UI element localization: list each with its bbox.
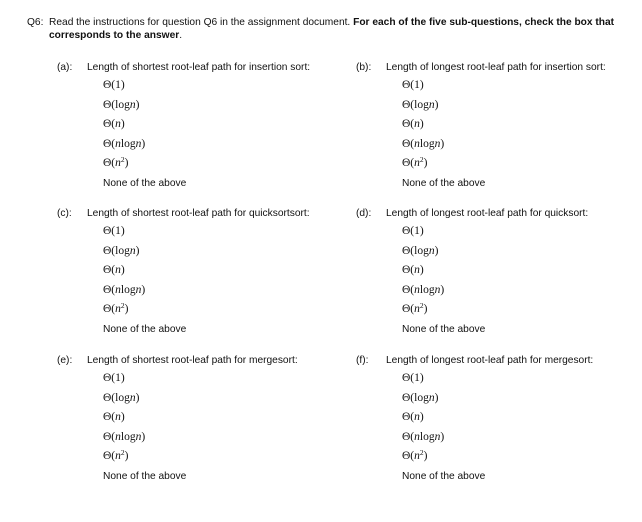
- option-theta-log-n[interactable]: Θ(logn): [103, 244, 140, 257]
- option-theta-n[interactable]: Θ(n): [402, 264, 424, 276]
- answer-options: [103, 78, 186, 195]
- option-theta-n-squared[interactable]: $\Theta(n^2)$: [103, 301, 129, 315]
- option-none-of-the-above[interactable]: None of the above: [103, 177, 187, 189]
- option-theta-n-log-n[interactable]: Θ(nlogn): [402, 137, 445, 150]
- option-theta-n-log-n[interactable]: Θ(nlogn): [103, 137, 146, 150]
- option-theta-n[interactable]: Θ(n): [103, 264, 125, 276]
- option-theta-log-n[interactable]: Θ(logn): [402, 98, 439, 111]
- option-theta-n-squared[interactable]: $\Theta(n^2)$: [402, 301, 428, 315]
- option-none-of-the-above[interactable]: None of the above: [402, 323, 486, 335]
- subquestion-prompt: Length of longest root-leaf path for quicksort:: [386, 208, 589, 219]
- answer-options: [103, 371, 186, 488]
- subquestion-prompt: Length of shortest root-leaf path for mergesort:: [87, 355, 298, 366]
- option-theta-log-n[interactable]: Θ(logn): [402, 391, 439, 404]
- subquestion-label: (a):: [57, 62, 73, 73]
- answer-options: [402, 224, 485, 341]
- option-theta-n-log-n[interactable]: Θ(nlogn): [402, 430, 445, 443]
- option-theta-log-n[interactable]: Θ(logn): [402, 244, 439, 257]
- option-theta-n[interactable]: Θ(n): [402, 118, 424, 130]
- option-theta-n-squared[interactable]: $\Theta(n^2)$: [402, 155, 428, 169]
- option-theta-log-n[interactable]: Θ(logn): [103, 391, 140, 404]
- subquestion-prompt: Length of longest root-leaf path for insertion sort:: [386, 62, 606, 73]
- instructions-end: .: [179, 30, 183, 41]
- subquestion-label: (c):: [57, 208, 72, 219]
- subquestion-prompt: Length of shortest root-leaf path for insertion sort:: [87, 62, 311, 73]
- subquestion-prompt: Length of longest root-leaf path for mergesort:: [386, 355, 594, 366]
- option-theta-n-squared[interactable]: $\Theta(n^2)$: [103, 448, 129, 462]
- subquestion-label: (f):: [356, 355, 369, 366]
- answer-options: [402, 371, 485, 488]
- option-theta-1[interactable]: Θ(1): [402, 225, 424, 237]
- option-theta-1[interactable]: Θ(1): [402, 79, 424, 91]
- option-theta-n-squared[interactable]: $\Theta(n^2)$: [402, 448, 428, 462]
- subquestion-label: (e):: [57, 355, 73, 366]
- option-theta-n[interactable]: Θ(n): [103, 118, 125, 130]
- instructions-plain: Read the instructions for question Q6 in the assignment document.: [49, 17, 354, 28]
- option-theta-log-n[interactable]: Θ(logn): [103, 98, 140, 111]
- option-theta-1[interactable]: Θ(1): [103, 372, 125, 384]
- option-none-of-the-above[interactable]: None of the above: [103, 323, 187, 335]
- option-theta-n-log-n[interactable]: Θ(nlogn): [402, 283, 445, 296]
- option-theta-n[interactable]: Θ(n): [402, 411, 424, 423]
- answer-options: [402, 78, 485, 195]
- instructions-bold: For each of the five sub-questions, check the box that corresponds to the answer: [49, 17, 615, 41]
- option-none-of-the-above[interactable]: None of the above: [103, 470, 187, 482]
- option-theta-n[interactable]: Θ(n): [103, 411, 125, 423]
- subquestion-label: (d):: [356, 208, 372, 219]
- subquestion-label: (b):: [356, 62, 372, 73]
- subquestion-prompt: Length of shortest root-leaf path for quicksortsort:: [87, 208, 310, 219]
- question-instructions: [49, 16, 629, 42]
- option-theta-1[interactable]: Θ(1): [103, 225, 125, 237]
- option-theta-n-log-n[interactable]: Θ(nlogn): [103, 283, 146, 296]
- option-theta-n-squared[interactable]: $\Theta(n^2)$: [103, 155, 129, 169]
- question-number: Q6:: [27, 17, 44, 28]
- option-theta-1[interactable]: Θ(1): [103, 79, 125, 91]
- option-none-of-the-above[interactable]: None of the above: [402, 470, 486, 482]
- answer-options: [103, 224, 186, 341]
- option-theta-n-log-n[interactable]: Θ(nlogn): [103, 430, 146, 443]
- option-theta-1[interactable]: Θ(1): [402, 372, 424, 384]
- option-none-of-the-above[interactable]: None of the above: [402, 177, 486, 189]
